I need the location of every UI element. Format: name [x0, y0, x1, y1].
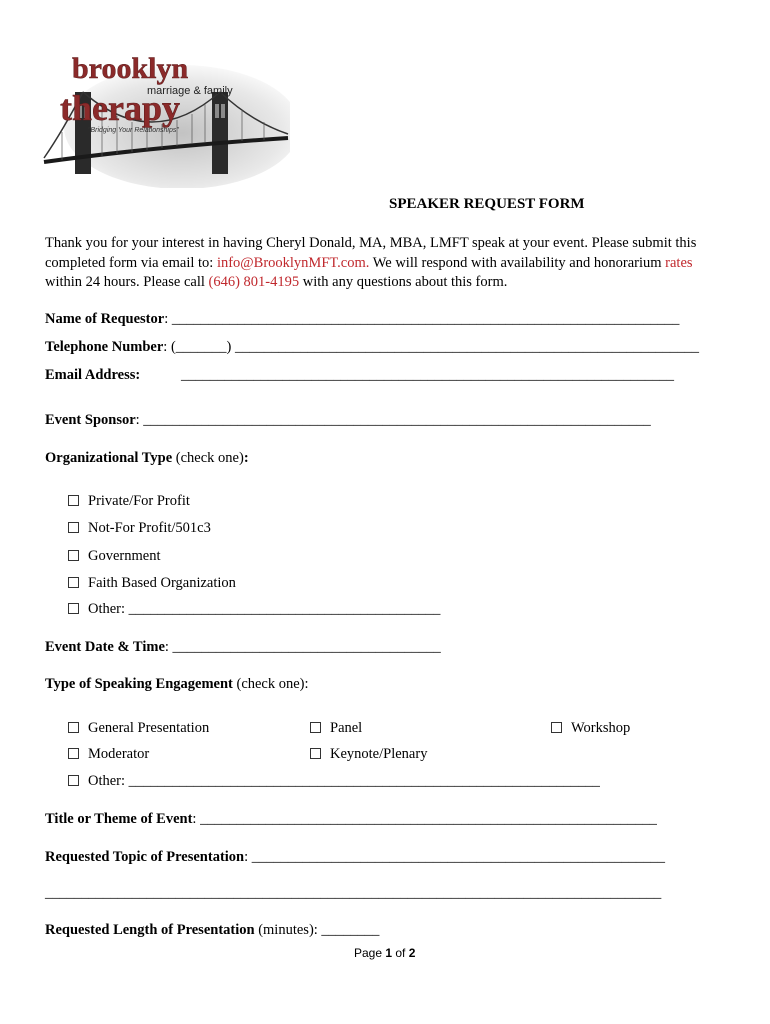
checkbox-private[interactable] — [68, 495, 79, 506]
page-footer — [354, 946, 415, 960]
engagement-option-panel[interactable] — [310, 720, 362, 737]
engagement-option-workshop[interactable] — [551, 720, 630, 737]
sponsor-row — [45, 412, 651, 429]
page-prefix: Page — [354, 946, 386, 960]
brooklyn-therapy-logo — [42, 52, 290, 188]
checkbox-faith[interactable] — [68, 577, 79, 588]
checkbox-nonprofit[interactable] — [68, 522, 79, 533]
org-option-private-label: Private/For Profit — [88, 493, 190, 509]
theme-field[interactable]: : _______________________________________________________________ — [192, 811, 657, 827]
sponsor-field[interactable]: : ______________________________________________________________________ — [135, 412, 651, 428]
org-option-nonprofit[interactable] — [68, 520, 211, 537]
engagement-option-keynote-label: Keynote/Plenary — [330, 746, 428, 762]
telephone-field[interactable]: : (_______) ________________________________________________________________ — [163, 339, 699, 355]
org-option-nonprofit-label: Not-For Profit/501c3 — [88, 520, 211, 536]
org-option-faith-label: Faith Based Organization — [88, 575, 236, 591]
requestor-row — [45, 311, 679, 328]
phone-link[interactable]: (646) 801-4195 — [208, 274, 300, 290]
checkbox-keynote[interactable] — [310, 748, 321, 759]
intro-text-1: Thank you for your interest in having Cheryl Donald, MA, MBA, LMFT speak at your event. Please submit this completed form via email to: — [45, 235, 697, 271]
engagement-label: Type of Speaking Engagement — [45, 676, 233, 692]
engagement-hint: (check one): — [232, 676, 309, 692]
topic-field[interactable]: : _________________________________________________________ — [244, 849, 666, 865]
intro-paragraph — [45, 234, 730, 293]
telephone-label: Telephone Number — [45, 339, 164, 355]
page-total: 2 — [408, 946, 416, 960]
checkbox-panel[interactable] — [310, 722, 321, 733]
topic-label: Requested Topic of Presentation — [45, 849, 245, 865]
checkbox-engagement-other[interactable] — [68, 775, 79, 786]
requestor-label: Name of Requestor — [45, 311, 165, 327]
page-number: 1 — [385, 946, 393, 960]
checkbox-workshop[interactable] — [551, 722, 562, 733]
topic-row — [45, 849, 665, 866]
checkbox-general[interactable] — [68, 722, 79, 733]
checkbox-government[interactable] — [68, 550, 79, 561]
org-type-heading — [45, 450, 249, 467]
length-field[interactable]: (minutes): ________ — [254, 922, 380, 938]
checkbox-org-other[interactable] — [68, 603, 79, 614]
org-option-private[interactable] — [68, 493, 190, 510]
engagement-option-workshop-label: Workshop — [571, 720, 631, 736]
org-option-faith[interactable] — [68, 575, 236, 592]
email-link[interactable]: info@BrooklynMFT.com. — [216, 254, 370, 271]
engagement-option-other[interactable] — [68, 773, 600, 790]
org-type-colon: : — [243, 450, 249, 466]
length-label: Requested Length of Presentation — [45, 922, 255, 938]
date-label: Event Date & Time — [45, 639, 165, 655]
org-type-label: Organizational Type — [45, 450, 173, 466]
org-type-hint: (check one) — [172, 450, 244, 466]
page-of: of — [392, 946, 409, 960]
sponsor-label: Event Sponsor — [45, 412, 136, 428]
theme-label: Title or Theme of Event — [45, 811, 193, 827]
engagement-option-panel-label: Panel — [330, 720, 363, 736]
org-option-other[interactable] — [68, 601, 440, 618]
engagement-option-general[interactable] — [68, 720, 209, 737]
theme-row — [45, 811, 657, 828]
engagement-heading — [45, 676, 309, 693]
length-row — [45, 922, 379, 939]
logo-therapy-text: therapy — [60, 88, 180, 128]
logo-marriage-text: marriage & family — [147, 85, 233, 97]
logo-brooklyn-text: brooklyn — [72, 52, 189, 85]
rates-text: rates — [665, 254, 693, 271]
org-option-government-label: Government — [88, 548, 161, 564]
form-title: SPEAKER REQUEST FORM — [389, 196, 585, 212]
email-label: Email Address: — [45, 367, 141, 383]
checkbox-moderator[interactable] — [68, 748, 79, 759]
requestor-field[interactable]: : ______________________________________________________________________ — [164, 311, 680, 327]
org-option-other-label[interactable]: Other: ___________________________________________ — [88, 601, 441, 617]
engagement-option-keynote[interactable] — [310, 746, 427, 763]
telephone-row — [45, 339, 699, 356]
intro-text-3: within 24 hours. Please call — [45, 274, 209, 290]
date-field[interactable]: : _____________________________________ — [164, 639, 441, 655]
engagement-option-moderator-label: Moderator — [88, 746, 150, 762]
email-field[interactable]: ____________________________________________________________________ — [181, 367, 674, 383]
date-row — [45, 639, 441, 656]
logo-tagline: "Bridging Your Relationships" — [88, 127, 179, 134]
engagement-option-moderator[interactable] — [68, 746, 149, 763]
intro-text-2: We will respond with availability and honorarium — [369, 254, 666, 271]
intro-text-4: with any questions about this form. — [299, 274, 508, 290]
engagement-option-general-label: General Presentation — [88, 720, 210, 736]
topic-field-line-2[interactable]: _____________________________________________________________________________________ — [45, 885, 662, 901]
org-option-government[interactable] — [68, 548, 160, 565]
engagement-option-other-label[interactable]: Other: _________________________________________________________________ — [88, 773, 600, 789]
